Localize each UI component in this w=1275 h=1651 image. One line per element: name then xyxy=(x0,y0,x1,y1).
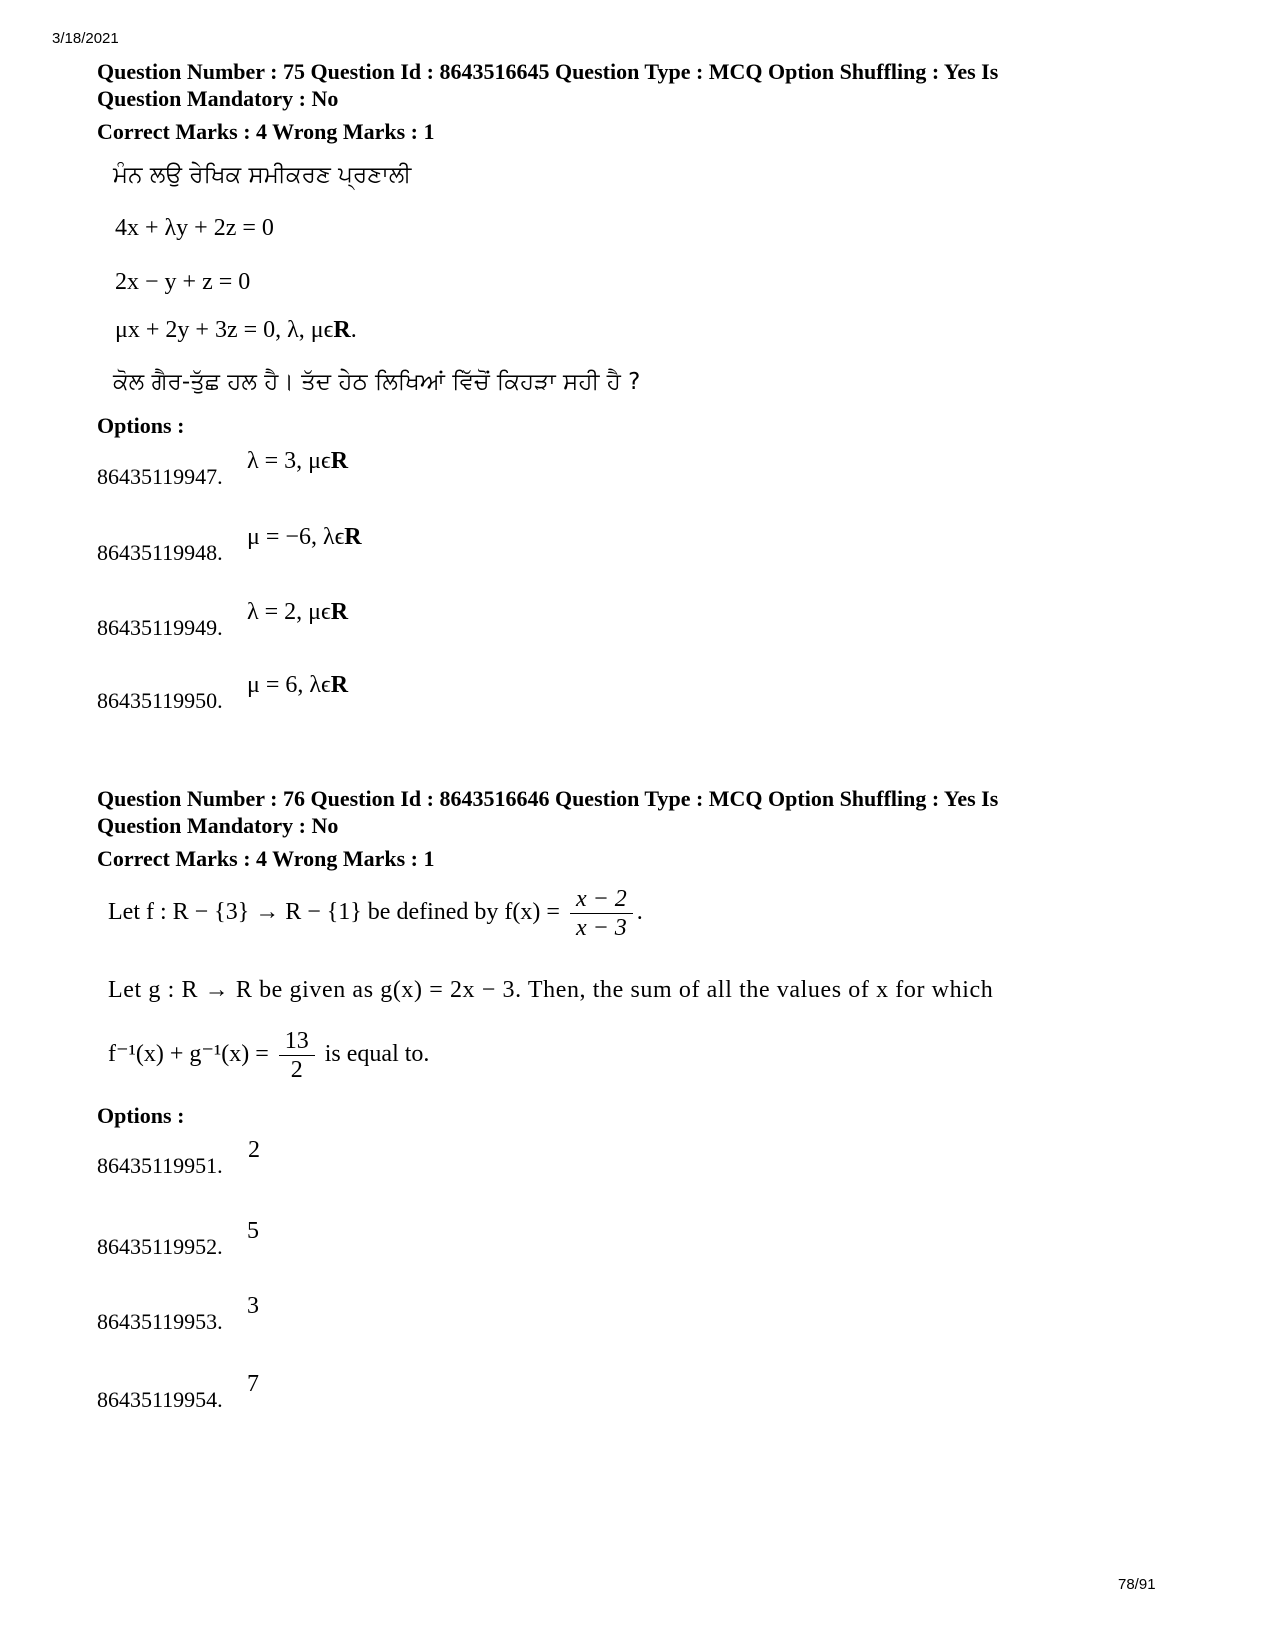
option-row[interactable] xyxy=(97,1218,497,1268)
fraction-f: $\frac{x - 2}{x - 3}$ xyxy=(570,885,633,942)
option-value: 7 xyxy=(247,1371,259,1397)
question-marks: Correct Marks : 4 Wrong Marks : 1 xyxy=(97,846,435,871)
option-value: λ = 2, μϵR xyxy=(247,599,349,625)
question-meta-line2: Question Mandatory : No xyxy=(97,86,339,111)
question-meta-line2: Question Mandatory : No xyxy=(97,813,339,838)
option-row[interactable] xyxy=(97,448,697,498)
question-intro-punjabi: ਮੰਨ ਲਉ ਰੇਖਿਕ ਸਮੀਕਰਣ ਪ੍ਰਣਾਲੀ xyxy=(113,162,412,188)
question-75 xyxy=(97,58,1107,718)
option-row[interactable] xyxy=(97,1371,497,1421)
inverse-sum-expression: f⁻¹(x) + g⁻¹(x) = xyxy=(108,1041,269,1068)
options-label: Options : xyxy=(97,413,185,438)
option-value: 3 xyxy=(247,1293,259,1319)
option-value: 2 xyxy=(248,1137,260,1163)
page-number: 78/91 xyxy=(1118,1576,1156,1593)
question-line-1: Let f : R − {3} → R − {1} be defined by f(x) = $\frac{x - 2}{x - 3}$ . xyxy=(108,886,643,941)
equation-1: 4x + λy + 2z = 0 xyxy=(115,215,274,241)
option-row[interactable] xyxy=(97,1137,497,1187)
question-meta-line1: Question Number : 75 Question Id : 8643516645 Question Type : MCQ Option Shuffling : Yes Is xyxy=(97,59,999,84)
option-value: μ = −6, λϵR xyxy=(247,524,362,550)
option-row[interactable] xyxy=(97,524,697,574)
function-f-definition: Let f : R − {3} → R − {1} be defined by f(x) = xyxy=(108,899,560,926)
option-row[interactable] xyxy=(97,599,697,649)
question-line-2: Let g : R → R be given as g(x) = 2x − 3. Then, the sum of all the values of x for which xyxy=(108,977,994,1003)
option-id: 86435119950. xyxy=(97,688,223,713)
question-outro-punjabi: ਕੋਲ ਗੈਰ-ਤੁੱਛ ਹਲ ਹੈ। ਤੱਦ ਹੇਠ ਲਿਖਿਆਂ ਵਿੱਚੋਂ ਕਿਹੜਾ ਸਹੀ ਹੈ ? xyxy=(113,369,641,395)
option-value: μ = 6, λϵR xyxy=(247,672,349,698)
option-id: 86435119951. xyxy=(97,1153,223,1178)
print-date: 3/18/2021 xyxy=(52,30,119,47)
option-id: 86435119947. xyxy=(97,464,223,489)
question-meta-line1: Question Number : 76 Question Id : 8643516646 Question Type : MCQ Option Shuffling : Yes Is xyxy=(97,786,999,811)
option-id: 86435119954. xyxy=(97,1387,223,1412)
question-line-3: f⁻¹(x) + g⁻¹(x) = $\frac{13}{2}$ is equal to. xyxy=(108,1028,430,1083)
equation-3-set: R xyxy=(333,317,351,343)
fraction-13-2: $\frac{13}{2}$ xyxy=(279,1027,315,1084)
option-row[interactable] xyxy=(97,672,697,722)
option-value: λ = 3, μϵR xyxy=(247,448,349,474)
question-marks: Correct Marks : 4 Wrong Marks : 1 xyxy=(97,119,435,144)
option-id: 86435119953. xyxy=(97,1309,223,1334)
equation-3-text: μx + 2y + 3z = 0, λ, μϵ xyxy=(115,317,334,343)
option-id: 86435119952. xyxy=(97,1234,223,1259)
equation-2: 2x − y + z = 0 xyxy=(115,269,251,295)
equation-3-end: . xyxy=(350,317,357,343)
options-label: Options : xyxy=(97,1103,185,1128)
option-value: 5 xyxy=(247,1218,259,1244)
option-id: 86435119948. xyxy=(97,540,223,565)
option-id: 86435119949. xyxy=(97,615,223,640)
question-76 xyxy=(97,785,1107,1425)
equation-3 xyxy=(115,317,357,344)
option-row[interactable] xyxy=(97,1293,497,1343)
